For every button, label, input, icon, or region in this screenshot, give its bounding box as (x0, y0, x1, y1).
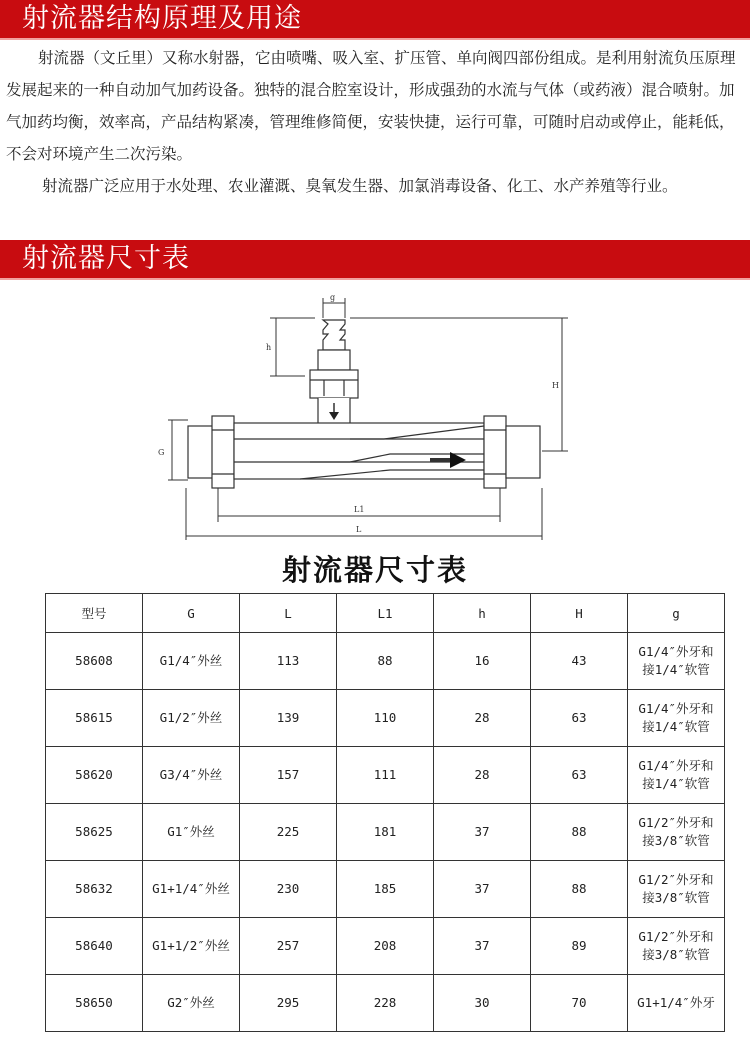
dimension-h (266, 318, 315, 376)
cell-g-line-1: G1+1/4″外牙 (637, 995, 715, 1010)
cell-G: G1+1/2″外丝 (143, 918, 240, 975)
cell-g (628, 633, 725, 690)
cell-h: 37 (434, 861, 531, 918)
section-title-dimensions: 射流器尺寸表 (22, 243, 190, 274)
cell-L: 230 (240, 861, 337, 918)
cell-L1: 181 (337, 804, 434, 861)
cell-model: 58620 (46, 747, 143, 804)
cell-g-line-2: 接1/4″软管 (642, 662, 710, 677)
header-h: h (434, 594, 531, 633)
header-G: G (143, 594, 240, 633)
table-row (46, 747, 725, 804)
table-row (46, 690, 725, 747)
label-L1: L1 (354, 505, 365, 514)
cell-L1: 88 (337, 633, 434, 690)
header-L: L (240, 594, 337, 633)
description-paragraph-2: 射流器广泛应用于水处理、农业灌溉、臭氧发生器、加氯消毒设备、化工、水产养殖等行业。 (42, 177, 678, 195)
cell-L: 295 (240, 975, 337, 1032)
cell-h: 28 (434, 690, 531, 747)
cell-L: 113 (240, 633, 337, 690)
cell-g-line-2: 接3/8″软管 (642, 833, 710, 848)
cell-H: 70 (531, 975, 628, 1032)
dimension-g (323, 293, 345, 318)
cell-model: 58608 (46, 633, 143, 690)
section-banner-dimensions (0, 240, 750, 280)
cell-L: 257 (240, 918, 337, 975)
cell-G: G2″外丝 (143, 975, 240, 1032)
cell-model: 58625 (46, 804, 143, 861)
cell-G: G1″外丝 (143, 804, 240, 861)
cell-g-line-1: G1/4″外牙和 (638, 758, 714, 773)
cell-g (628, 804, 725, 861)
cell-L1: 208 (337, 918, 434, 975)
cell-g-line-1: G1/2″外牙和 (638, 872, 714, 887)
cell-H: 63 (531, 690, 628, 747)
description-block (6, 42, 744, 202)
cell-L1: 110 (337, 690, 434, 747)
cell-model: 58650 (46, 975, 143, 1032)
cell-g-line-1: G1/4″外牙和 (638, 701, 714, 716)
hose-barb (310, 320, 358, 430)
cell-h: 28 (434, 747, 531, 804)
cell-L1: 228 (337, 975, 434, 1032)
cell-model: 58615 (46, 690, 143, 747)
cell-h: 30 (434, 975, 531, 1032)
cell-g (628, 975, 725, 1032)
cell-H: 43 (531, 633, 628, 690)
cell-g-line-2: 接3/8″软管 (642, 890, 710, 905)
label-L: L (356, 525, 362, 534)
cell-h: 37 (434, 804, 531, 861)
dimension-G (158, 420, 188, 480)
cell-h: 16 (434, 633, 531, 690)
header-L1: L1 (337, 594, 434, 633)
dimension-L (186, 488, 542, 540)
cell-L: 157 (240, 747, 337, 804)
cell-model: 58640 (46, 918, 143, 975)
header-H: H (531, 594, 628, 633)
cell-H: 89 (531, 918, 628, 975)
cell-L1: 185 (337, 861, 434, 918)
section-banner-principle (0, 0, 750, 40)
cell-H: 88 (531, 804, 628, 861)
ejector-drawing (150, 288, 580, 543)
table-row (46, 861, 725, 918)
cell-model: 58632 (46, 861, 143, 918)
cell-G: G3/4″外丝 (143, 747, 240, 804)
label-H: H (552, 381, 559, 390)
cell-G: G1/2″外丝 (143, 690, 240, 747)
label-g: g (330, 293, 336, 302)
cell-H: 63 (531, 747, 628, 804)
table-row (46, 633, 725, 690)
cell-G: G1/4″外丝 (143, 633, 240, 690)
cell-G: G1+1/4″外丝 (143, 861, 240, 918)
table-header-row (46, 594, 725, 633)
cell-g-line-2: 接1/4″软管 (642, 776, 710, 791)
table-row (46, 804, 725, 861)
cell-L1: 111 (337, 747, 434, 804)
table-row (46, 975, 725, 1032)
cell-g (628, 747, 725, 804)
header-model: 型号 (46, 594, 143, 633)
table-row (46, 918, 725, 975)
cell-L: 139 (240, 690, 337, 747)
cell-g (628, 861, 725, 918)
description-paragraph-1: 射流器（文丘里）又称水射器，它由喷嘴、吸入室、扩压管、单向阀四部份组成。是利用射流负压原理发展起来的一种自动加气加药设备。独特的混合腔室设计，形成强劲的水流与气体（或药液）混合喷射。加气加药均衡，效率高，产品结构紧凑，管理维修简便，安装快捷，运行可靠，可随时启动或停止，能耗低，不会对环境产生二次污染。 (6, 49, 736, 163)
cell-H: 88 (531, 861, 628, 918)
cell-g (628, 690, 725, 747)
cell-g-line-1: G1/2″外牙和 (638, 929, 714, 944)
label-h: h (266, 343, 272, 352)
section-title-principle: 射流器结构原理及用途 (22, 3, 302, 34)
cell-g-line-1: G1/4″外牙和 (638, 644, 714, 659)
label-G: G (158, 448, 165, 457)
cell-g-line-2: 接1/4″软管 (642, 719, 710, 734)
cell-g-line-2: 接3/8″软管 (642, 947, 710, 962)
table-title: 射流器尺寸表 (281, 553, 468, 587)
header-g: g (628, 594, 725, 633)
cell-L: 225 (240, 804, 337, 861)
dimension-L1 (218, 488, 500, 522)
dimensions-table (45, 593, 725, 1032)
cell-g-line-1: G1/2″外牙和 (638, 815, 714, 830)
cell-h: 37 (434, 918, 531, 975)
cell-g (628, 918, 725, 975)
ejector-body (188, 416, 540, 488)
